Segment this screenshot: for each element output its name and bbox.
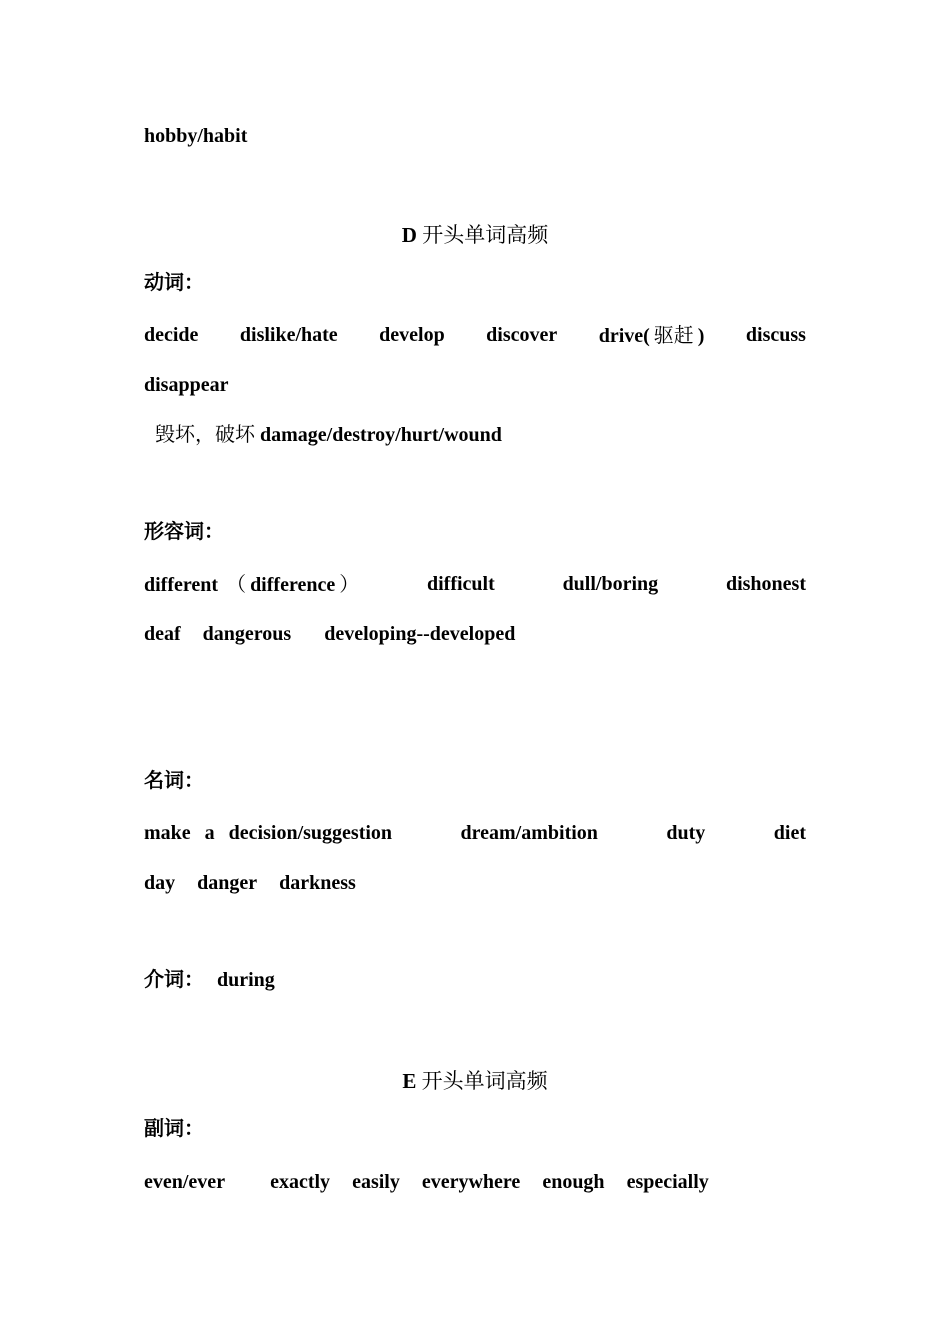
word: decision/suggestion: [228, 822, 393, 844]
verbs-row-3-en: damage/destroy/hurt/wound: [260, 424, 502, 446]
word: different: [144, 574, 219, 596]
adjectives-row-2: [144, 621, 515, 647]
word: everywhere: [421, 1171, 521, 1193]
word: dangerous: [202, 623, 292, 645]
prepositions-heading: 介词：: [144, 967, 204, 991]
section-d-title-cn: 开头单词高频: [422, 223, 549, 247]
section-d-title: [0, 221, 950, 249]
word-group: [144, 571, 359, 598]
section-e-letter: E: [402, 1069, 417, 1093]
word: dishonest: [725, 573, 806, 595]
nouns-row-2: [144, 870, 356, 896]
section-e-title: [0, 1067, 950, 1095]
word: drive(: [598, 325, 650, 347]
word: difference: [250, 574, 336, 596]
paren-open: （: [226, 572, 247, 596]
word: decide: [144, 324, 199, 346]
prepositions-value: during: [217, 969, 275, 991]
word-group: [144, 820, 392, 846]
adjectives-row-1: [144, 571, 806, 598]
word-gloss: 驱赶: [653, 323, 694, 347]
adverbs-heading: 副词：: [144, 1116, 204, 1140]
section-e-title-cn: 开头单词高频: [421, 1069, 548, 1093]
prepositions-row: [144, 966, 806, 993]
nouns-heading: 名词：: [144, 768, 204, 792]
word: develop: [379, 324, 445, 346]
top-line: hobby/habit: [144, 125, 248, 147]
word: duty: [666, 822, 706, 844]
section-d-letter: D: [401, 223, 417, 247]
word-group: [599, 322, 705, 349]
paren-close: ）: [339, 572, 360, 596]
nouns-row-1: [144, 820, 806, 846]
verbs-heading: 动词：: [144, 270, 204, 294]
word: especially: [626, 1171, 709, 1193]
verbs-row-3: [155, 421, 817, 448]
word: day: [144, 872, 176, 894]
word: enough: [542, 1171, 605, 1193]
word: darkness: [279, 872, 356, 894]
word: make: [144, 822, 191, 844]
word: easily: [352, 1171, 400, 1193]
word: danger: [197, 872, 258, 894]
word: dream/ambition: [460, 822, 598, 844]
word: dull/boring: [562, 573, 659, 595]
verbs-row-3-cn: 毁坏，破坏: [155, 422, 255, 446]
word: deaf: [144, 623, 181, 645]
word: ): [697, 325, 705, 347]
verbs-row-1: [144, 322, 806, 349]
word: discuss: [745, 324, 806, 346]
word: even/ever: [144, 1171, 226, 1193]
word: difficult: [427, 573, 495, 595]
adverbs-row-1: [144, 1169, 709, 1195]
verbs-row-2: disappear: [144, 374, 229, 396]
word: a: [204, 822, 215, 844]
adjectives-heading: 形容词：: [144, 519, 224, 543]
word: dislike/hate: [239, 324, 338, 346]
word: discover: [486, 324, 558, 346]
word: exactly: [270, 1171, 331, 1193]
word: diet: [773, 822, 806, 844]
word: developing--developed: [324, 623, 516, 645]
